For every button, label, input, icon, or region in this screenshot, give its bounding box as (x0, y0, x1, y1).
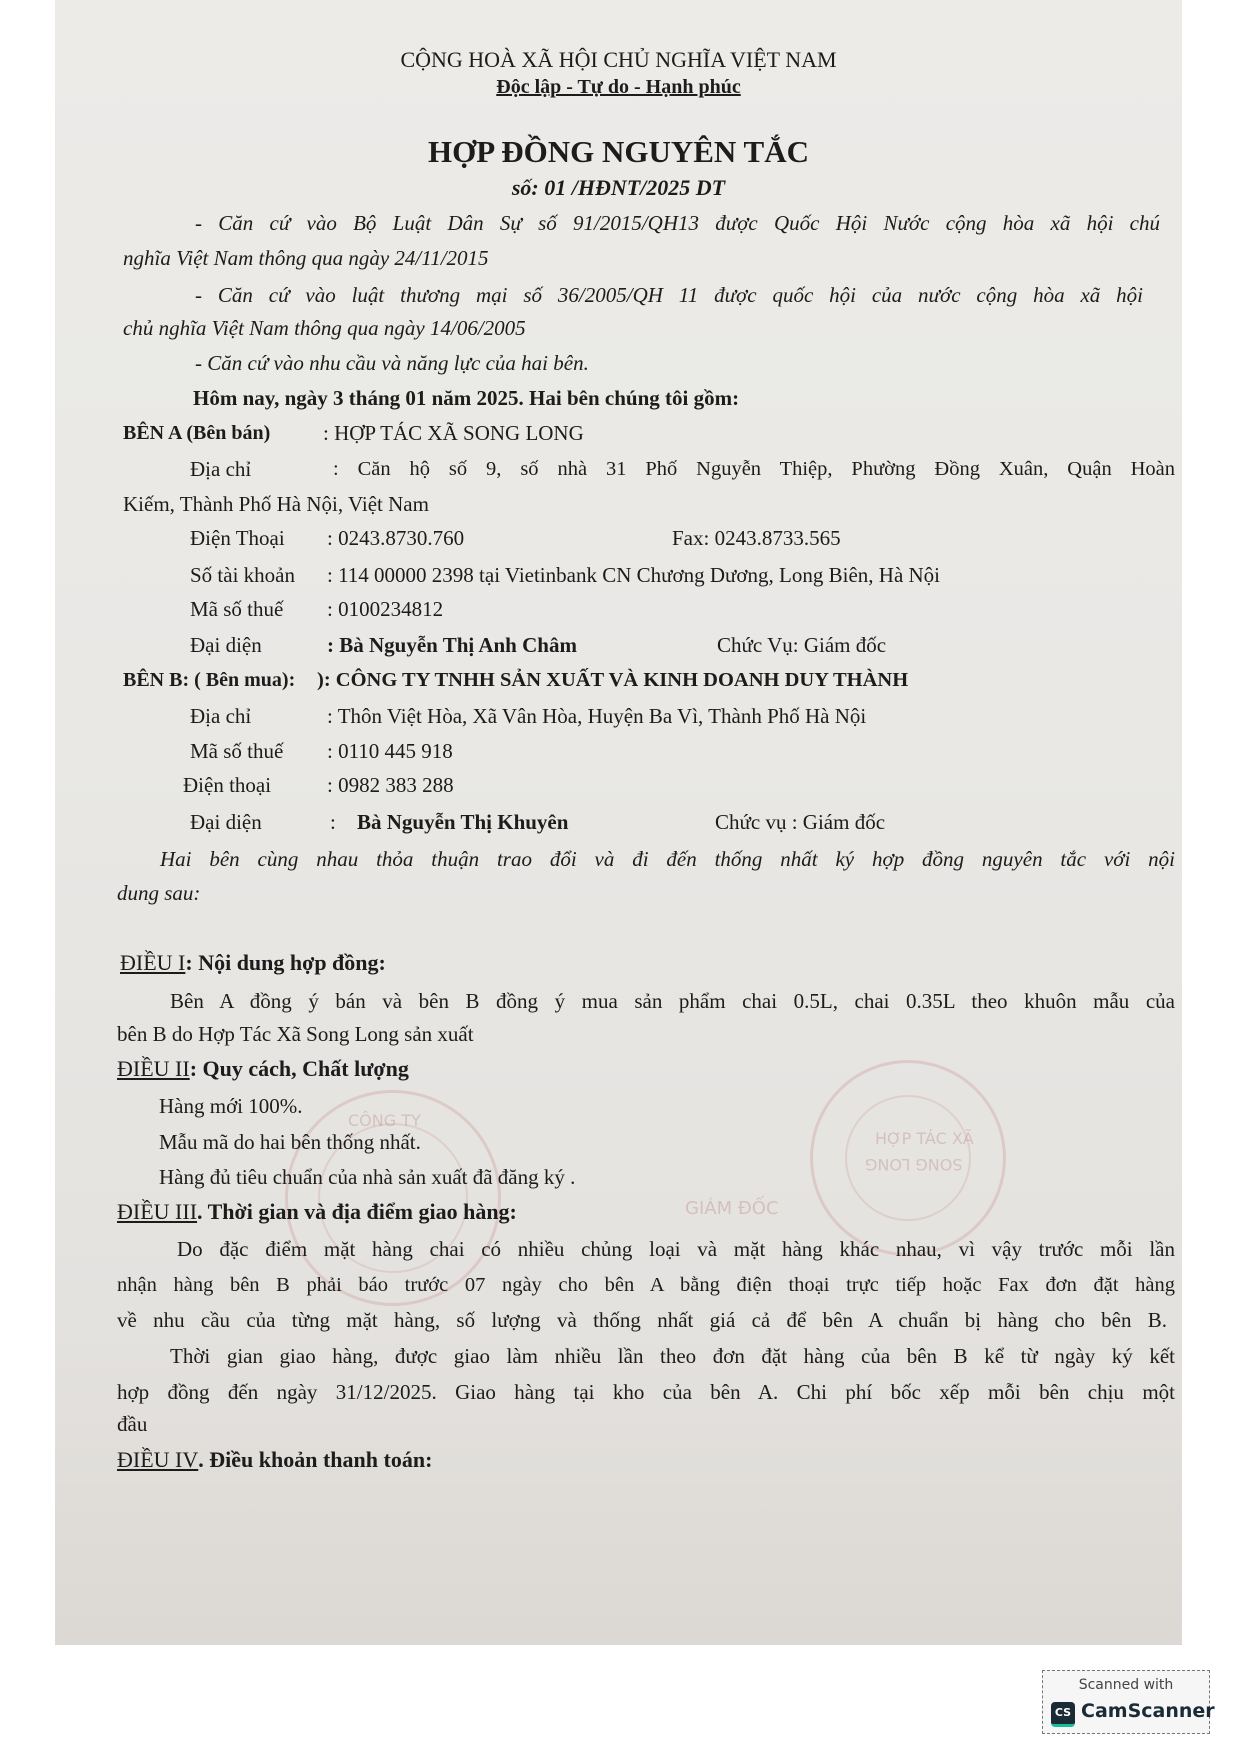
article-2-line: Mẫu mã do hai bên thống nhất. (159, 1130, 421, 1154)
article-2-line: Hàng đủ tiêu chuẩn của nhà sản xuất đã đăng ký . (159, 1165, 576, 1189)
motto: Độc lập - Tự do - Hạnh phúc (496, 76, 741, 98)
party-a-position: Chức Vụ: Giám đốc (717, 633, 887, 657)
party-a-phone-label: Điện Thoại (190, 526, 285, 550)
document-page (55, 0, 1182, 1645)
party-a-rep: : Bà Nguyễn Thị Anh Châm (327, 633, 577, 657)
article-1-line: bên B do Hợp Tác Xã Song Long sản xuất (117, 1022, 474, 1046)
article-2-heading (117, 1056, 409, 1082)
camscanner-watermark (1042, 1670, 1215, 1734)
party-b-rep-label: Đại diện (190, 810, 262, 834)
party-b-phone: : 0982 383 288 (327, 773, 454, 797)
camscanner-logo-icon: CS (1051, 1702, 1075, 1727)
stamp-director-label: GIÁM ĐỐC (685, 1198, 779, 1219)
agreement-line: dung sau: (117, 881, 201, 905)
camscanner-brand: CamScanner (1081, 1700, 1215, 1722)
date-statement: Hôm nay, ngày 3 tháng 01 năm 2025. Hai bên chúng tôi gồm: (193, 386, 740, 410)
article-2-label: ĐIỀU II (117, 1056, 190, 1081)
party-a-fax: Fax: 0243.8733.565 (672, 526, 841, 550)
article-3-line: về nhu cầu của từng mặt hàng, số lượng và thống nhất giá cả để bên A chuẩn bị hàng cho bên B. (117, 1308, 1167, 1332)
party-a-address: : Căn hộ số 9, số nhà 31 Phố Nguyễn Thiệp, Phường Đồng Xuân, Quận Hoàn (333, 458, 1175, 480)
article-3-label: ĐIỀU III (117, 1199, 198, 1224)
party-b-address-label: Địa chỉ (190, 704, 252, 728)
party-b-tax-label: Mã số thuế (190, 739, 284, 763)
preamble-line: chủ nghĩa Việt Nam thông qua ngày 14/06/2005 (123, 316, 526, 340)
article-4-heading (117, 1447, 432, 1473)
article-4-title: . Điều khoản thanh toán: (198, 1447, 433, 1472)
article-4-label: ĐIỀU IV (117, 1447, 199, 1472)
article-1-heading (120, 950, 386, 976)
article-3-heading (117, 1199, 517, 1225)
article-3-line: đầu (117, 1412, 148, 1436)
article-1-line: Bên A đồng ý bán và bên B đồng ý mua sản phẩm chai 0.5L, chai 0.35L theo khuôn mẫu của (170, 989, 1175, 1013)
article-1-label: ĐIỀU I (120, 950, 186, 975)
company-stamp-left: CÔNG TY (285, 1090, 501, 1306)
article-3-title: . Thời gian và địa điểm giao hàng: (197, 1199, 517, 1224)
party-a-heading: BÊN A (Bên bán) (123, 422, 271, 444)
preamble-line: - Căn cứ vào nhu cầu và năng lực của hai bên. (195, 351, 589, 375)
article-3-line: nhận hàng bên B phải báo trước 07 ngày cho bên A bằng điện thoại trực tiếp hoặc Fax đơn đặt hàng (117, 1274, 1175, 1296)
party-b-rep-colon: : (330, 810, 336, 834)
article-3-line: Do đặc điểm mặt hàng chai có nhiều chủng loại và mặt hàng khác nhau, vì vậy trước mỗi lần (177, 1237, 1175, 1261)
preamble-line: - Căn cứ vào Bộ Luật Dân Sự số 91/2015/QH13 được Quốc Hội Nước cộng hòa xã hội chú (195, 211, 1160, 235)
party-a-phone: : 0243.8730.760 (327, 526, 465, 550)
scanned-with-text: Scanned with (1078, 1677, 1174, 1693)
party-b-name: ): CÔNG TY TNHH SẢN XUẤT VÀ KINH DOANH DUY THÀNH (317, 669, 909, 691)
party-b-phone-label: Điện thoại (183, 773, 272, 797)
party-a-name: : HỢP TÁC XÃ SONG LONG (323, 421, 584, 445)
party-a-rep-label: Đại diện (190, 633, 262, 657)
document-number: số: 01 /HĐNT/2025 DT (511, 175, 726, 200)
nation-heading: CỘNG HOÀ XÃ HỘI CHỦ NGHĨA VIỆT NAM (400, 47, 837, 72)
document-title: HỢP ĐỒNG NGUYÊN TẮC (428, 134, 809, 169)
party-b-tax: : 0110 445 918 (327, 739, 453, 763)
party-a-tax-label: Mã số thuế (190, 597, 284, 621)
article-3-line: hợp đồng đến ngày 31/12/2025. Giao hàng tại kho của bên A. Chi phí bốc xếp mỗi bên chịu một (117, 1380, 1175, 1404)
agreement-line: Hai bên cùng nhau thỏa thuận trao đổi và đi đến thống nhất ký hợp đồng nguyên tắc với nội (160, 847, 1175, 871)
party-a-account-label: Số tài khoản (190, 563, 295, 587)
party-b-rep: Bà Nguyễn Thị Khuyên (357, 810, 569, 834)
company-stamp-right: HỢP TÁC XÃ SONG LONG (810, 1060, 1006, 1256)
article-1-title: : Nội dung hợp đồng: (185, 950, 386, 975)
party-b-address: : Thôn Việt Hòa, Xã Vân Hòa, Huyện Ba Vì, Thành Phố Hà Nội (327, 704, 867, 728)
preamble-line: - Căn cứ vào luật thương mại số 36/2005/QH 11 được quốc hội của nước cộng hòa xã hội (195, 283, 1143, 307)
party-a-tax: : 0100234812 (327, 597, 444, 621)
party-b-position: Chức vụ : Giám đốc (715, 810, 886, 834)
party-a-address-label: Địa chỉ (190, 457, 252, 481)
preamble-line: nghĩa Việt Nam thông qua ngày 24/11/2015 (123, 246, 489, 270)
party-b-heading: BÊN B: ( Bên mua): (123, 669, 296, 691)
party-a-address-cont: Kiếm, Thành Phố Hà Nội, Việt Nam (123, 492, 429, 516)
article-2-title: : Quy cách, Chất lượng (189, 1056, 409, 1081)
article-2-line: Hàng mới 100%. (159, 1094, 303, 1118)
party-a-account: : 114 00000 2398 tại Vietinbank CN Chương Dương, Long Biên, Hà Nội (327, 563, 941, 587)
article-3-line: Thời gian giao hàng, được giao làm nhiều lần theo đơn đặt hàng của bên B kể từ ngày ký kết (170, 1344, 1175, 1368)
